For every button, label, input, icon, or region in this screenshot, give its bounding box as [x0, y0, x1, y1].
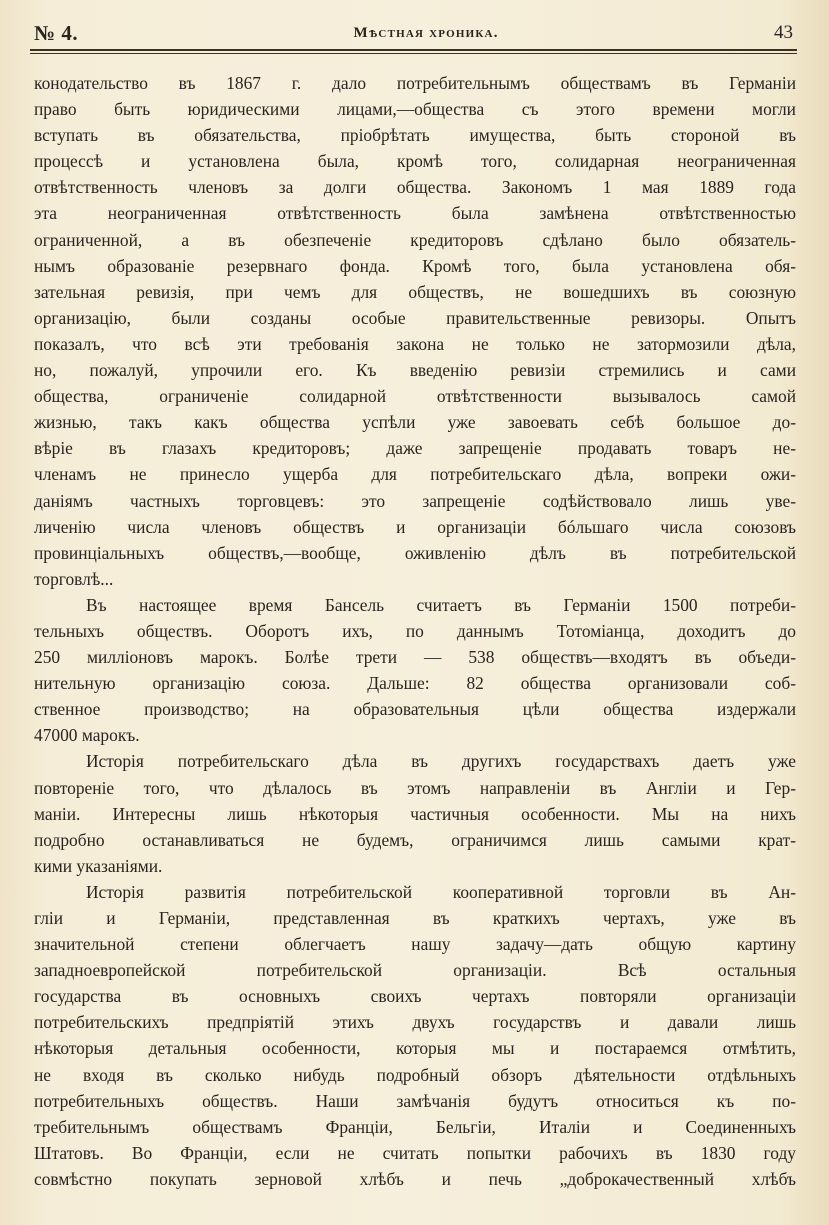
text-line: потребительскихъ предпріятій этихъ двухъ государствъ и давали лишь: [34, 1012, 796, 1033]
text-line: членамъ не принесло ущерба для потребительскаго дѣла, вопреки ожи-: [34, 464, 796, 485]
text-line: подробно останавливаться не будемъ, ограничимся лишь самыми крат-: [34, 829, 796, 850]
text-line: личенію числа членовъ обществъ и организаціи бóльшаго числа союзовъ: [34, 516, 796, 537]
text-line: 250 милліоновъ марокъ. Болѣе трети — 538 обществъ—входятъ въ объеди-: [34, 647, 796, 668]
text-line: 47000 марокъ.: [34, 725, 140, 746]
section-title: Мѣстная хроника.: [353, 24, 499, 41]
text-line: государства въ основныхъ своихъ чертахъ повторяли организаціи: [34, 986, 796, 1007]
text-line: право быть юридическими лицами,—общества съ этого времени могли: [34, 99, 796, 120]
text-line: Исторія развитія потребительской кооперативной торговли въ Ан-: [86, 881, 796, 902]
text-line: ограниченной, а въ обезпеченіе кредиторовъ сдѣлано было обязатель-: [34, 229, 796, 250]
text-line: эта неограниченная отвѣтственность была замѣнена отвѣтственностью: [34, 203, 796, 224]
text-line: процессѣ и установлена была, кромѣ того, солидарная неограниченная: [34, 151, 796, 172]
text-line: торговлѣ...: [34, 568, 114, 589]
header-rule: [30, 49, 797, 51]
text-line: повтореніе того, что дѣлалось въ этомъ направленіи въ Англіи и Гер-: [34, 777, 796, 798]
text-line: зательная ревизія, при чемъ для обществъ, не вошедшихъ въ союзную: [34, 281, 796, 302]
page-number: 43: [774, 22, 793, 43]
text-line: нительную организацію союза. Дальше: 82 общества организовали соб-: [34, 673, 796, 694]
text-line: даніямъ частныхъ торговцевъ: это запрещеніе содѣйствовало лишь уве-: [34, 490, 796, 511]
body-text: [34, 70, 796, 1192]
text-line: гліи и Германіи, представленная въ краткихъ чертахъ, уже въ: [34, 908, 796, 928]
header-rule-thin: [30, 53, 797, 54]
text-line: не входя въ сколько нибудь подробный обзоръ дѣятельности отдѣльныхъ: [34, 1064, 796, 1085]
text-line: провинціальныхъ обществъ,—вообще, оживленію дѣлъ въ потребительской: [34, 542, 796, 563]
text-line: показалъ, что всѣ эти требованія закона не только не затормозили дѣла,: [34, 333, 796, 354]
text-line: вѣріе въ глазахъ кредиторовъ; даже запрещеніе продавать товаръ не-: [34, 438, 796, 459]
running-header: [34, 18, 793, 48]
text-line: отвѣтственность членовъ за долги общества. Закономъ 1 мая 1889 года: [34, 177, 796, 198]
text-line: тельныхъ обществъ. Оборотъ ихъ, по даннымъ Тотоміанца, доходитъ до: [34, 620, 796, 641]
text-line: организацію, были созданы особые правительственные ревизоры. Опытъ: [34, 307, 796, 328]
text-line: западноевропейской потребительской организаціи. Всѣ остальныя: [34, 960, 796, 981]
text-line: требительнымъ обществамъ Франціи, Бельгіи, Италіи и Соединенныхъ: [34, 1116, 796, 1137]
text-line: ственное производство; на образовательныя цѣли общества издержали: [34, 699, 796, 720]
text-line: нѣкоторыя детальныя особенности, которыя мы и постараемся отмѣтить,: [34, 1038, 796, 1059]
text-line: жизнью, такъ какъ общества успѣли уже завоевать себѣ большое до-: [34, 412, 796, 433]
text-line: общества, ограниченіе солидарной отвѣтственности вызывалось самой: [34, 386, 796, 407]
issue-number: № 4.: [34, 20, 79, 45]
text-line: совмѣстно покупать зерновой хлѣбъ и печь „доброкачественный хлѣбъ: [34, 1168, 796, 1189]
text-line: конодательство въ 1867 г. дало потребительнымъ обществамъ въ Германіи: [34, 73, 796, 93]
text-line: Штатовъ. Во Франціи, если не считать попытки рабочихъ въ 1830 году: [34, 1142, 796, 1163]
text-line: Исторія потребительскаго дѣла въ другихъ государствахъ даетъ уже: [86, 751, 796, 772]
text-line: Въ настоящее время Бансель считаетъ въ Германіи 1500 потреби-: [86, 594, 796, 615]
text-line: кими указаніями.: [34, 855, 163, 876]
text-line: но, пожалуй, упрочили его. Къ введенію ревизіи стремились и сами: [34, 360, 796, 381]
text-line: маніи. Интересны лишь нѣкоторыя частичныя особенности. Мы на нихъ: [34, 803, 796, 824]
text-line: вступать въ обязательства, пріобрѣтать имущества, быть стороной въ: [34, 125, 796, 146]
text-line: значительной степени облегчаетъ нашу задачу—дать общую картину: [34, 934, 796, 955]
text-line: нымъ образованіе резервнаго фонда. Кромѣ того, была установлена обя-: [34, 255, 796, 276]
text-line: потребительныхъ обществъ. Наши замѣчанія будутъ относиться къ по-: [34, 1090, 796, 1111]
